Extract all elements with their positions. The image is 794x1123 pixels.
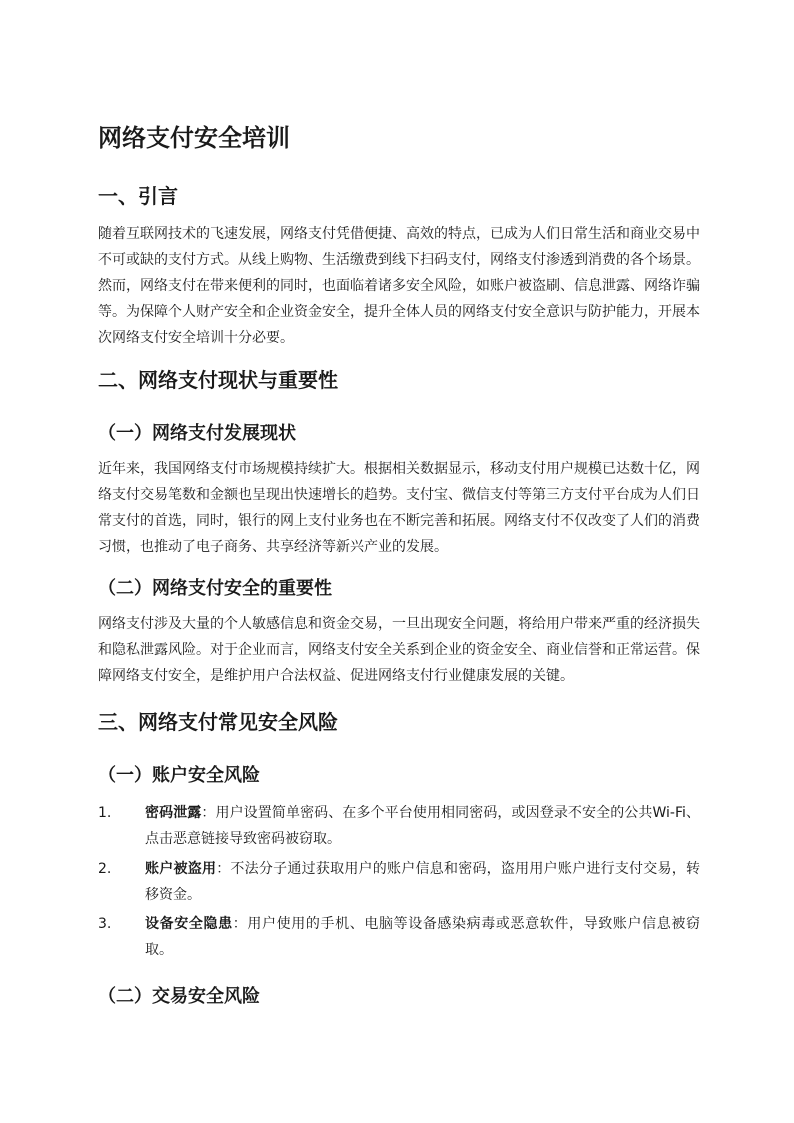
list-item <box>98 856 700 908</box>
list-text: ：用户使用的手机、电脑等设备感染病毒或恶意软件，导致账户信息被窃取。 <box>145 916 701 958</box>
list-number: 3. <box>98 916 112 932</box>
list-text: ：用户设置简单密码、在多个平台使用相同密码，或因登录不安全的公共Wi-Fi、点击恶意链接导致密码被窃取。 <box>145 805 700 847</box>
list-number: 1. <box>98 805 112 821</box>
intro-paragraph: 随着互联网技术的飞速发展，网络支付凭借便捷、高效的特点，已成为人们日常生活和商业交易中不可或缺的支付方式。从线上购物、生活缴费到线下扫码支付，网络支付渗透到消费的各个场景。然而，网络支付在带来便利的同时，也面临着诸多安全风险，如账户被盗刷、信息泄露、网络诈骗等。为保障个人财产安全和企业资金安全，提升全体人员的网络支付安全意识与防护能力，开展本次网络支付安全培训十分必要。 <box>98 226 700 346</box>
list-item <box>98 800 700 852</box>
section-heading-intro: 一、引言 <box>98 184 178 208</box>
document-title: 网络支付安全培训 <box>98 124 290 152</box>
section-heading-risks: 三、网络支付常见安全风险 <box>98 710 338 734</box>
subsection-heading-transaction-risk: （二）交易安全风险 <box>98 986 260 1007</box>
list-text: ：不法分子通过获取用户的账户信息和密码，盗用用户账户进行支付交易，转移资金。 <box>145 861 701 903</box>
list-term: 设备安全隐患 <box>145 916 233 932</box>
development-paragraph: 近年来，我国网络支付市场规模持续扩大。根据相关数据显示，移动支付用户规模已达数十亿，网络支付交易笔数和金额也呈现出快速增长的趋势。支付宝、微信支付等第三方支付平台成为人们日常支付的首选，同时，银行的网上支付业务也在不断完善和拓展。网络支付不仅改变了人们的消费习惯，也推动了电子商务、共享经济等新兴产业的发展。 <box>98 461 700 555</box>
subsection-heading-account-risk: （一）账户安全风险 <box>98 765 260 786</box>
list-term: 账户被盗用 <box>145 861 217 877</box>
subsection-heading-importance: （二）网络支付安全的重要性 <box>98 578 332 599</box>
subsection-heading-development: （一）网络支付发展现状 <box>98 423 296 444</box>
importance-paragraph: 网络支付涉及大量的个人敏感信息和资金交易，一旦出现安全问题，将给用户带来严重的经济损失和隐私泄露风险。对于企业而言，网络支付安全关系到企业的资金安全、商业信誉和正常运营。保障网络支付安全，是维护用户合法权益、促进网络支付行业健康发展的关键。 <box>98 616 700 684</box>
list-item <box>98 911 700 963</box>
list-term: 密码泄露 <box>145 805 202 821</box>
list-number: 2. <box>98 861 112 877</box>
section-heading-status: 二、网络支付现状与重要性 <box>98 368 338 392</box>
